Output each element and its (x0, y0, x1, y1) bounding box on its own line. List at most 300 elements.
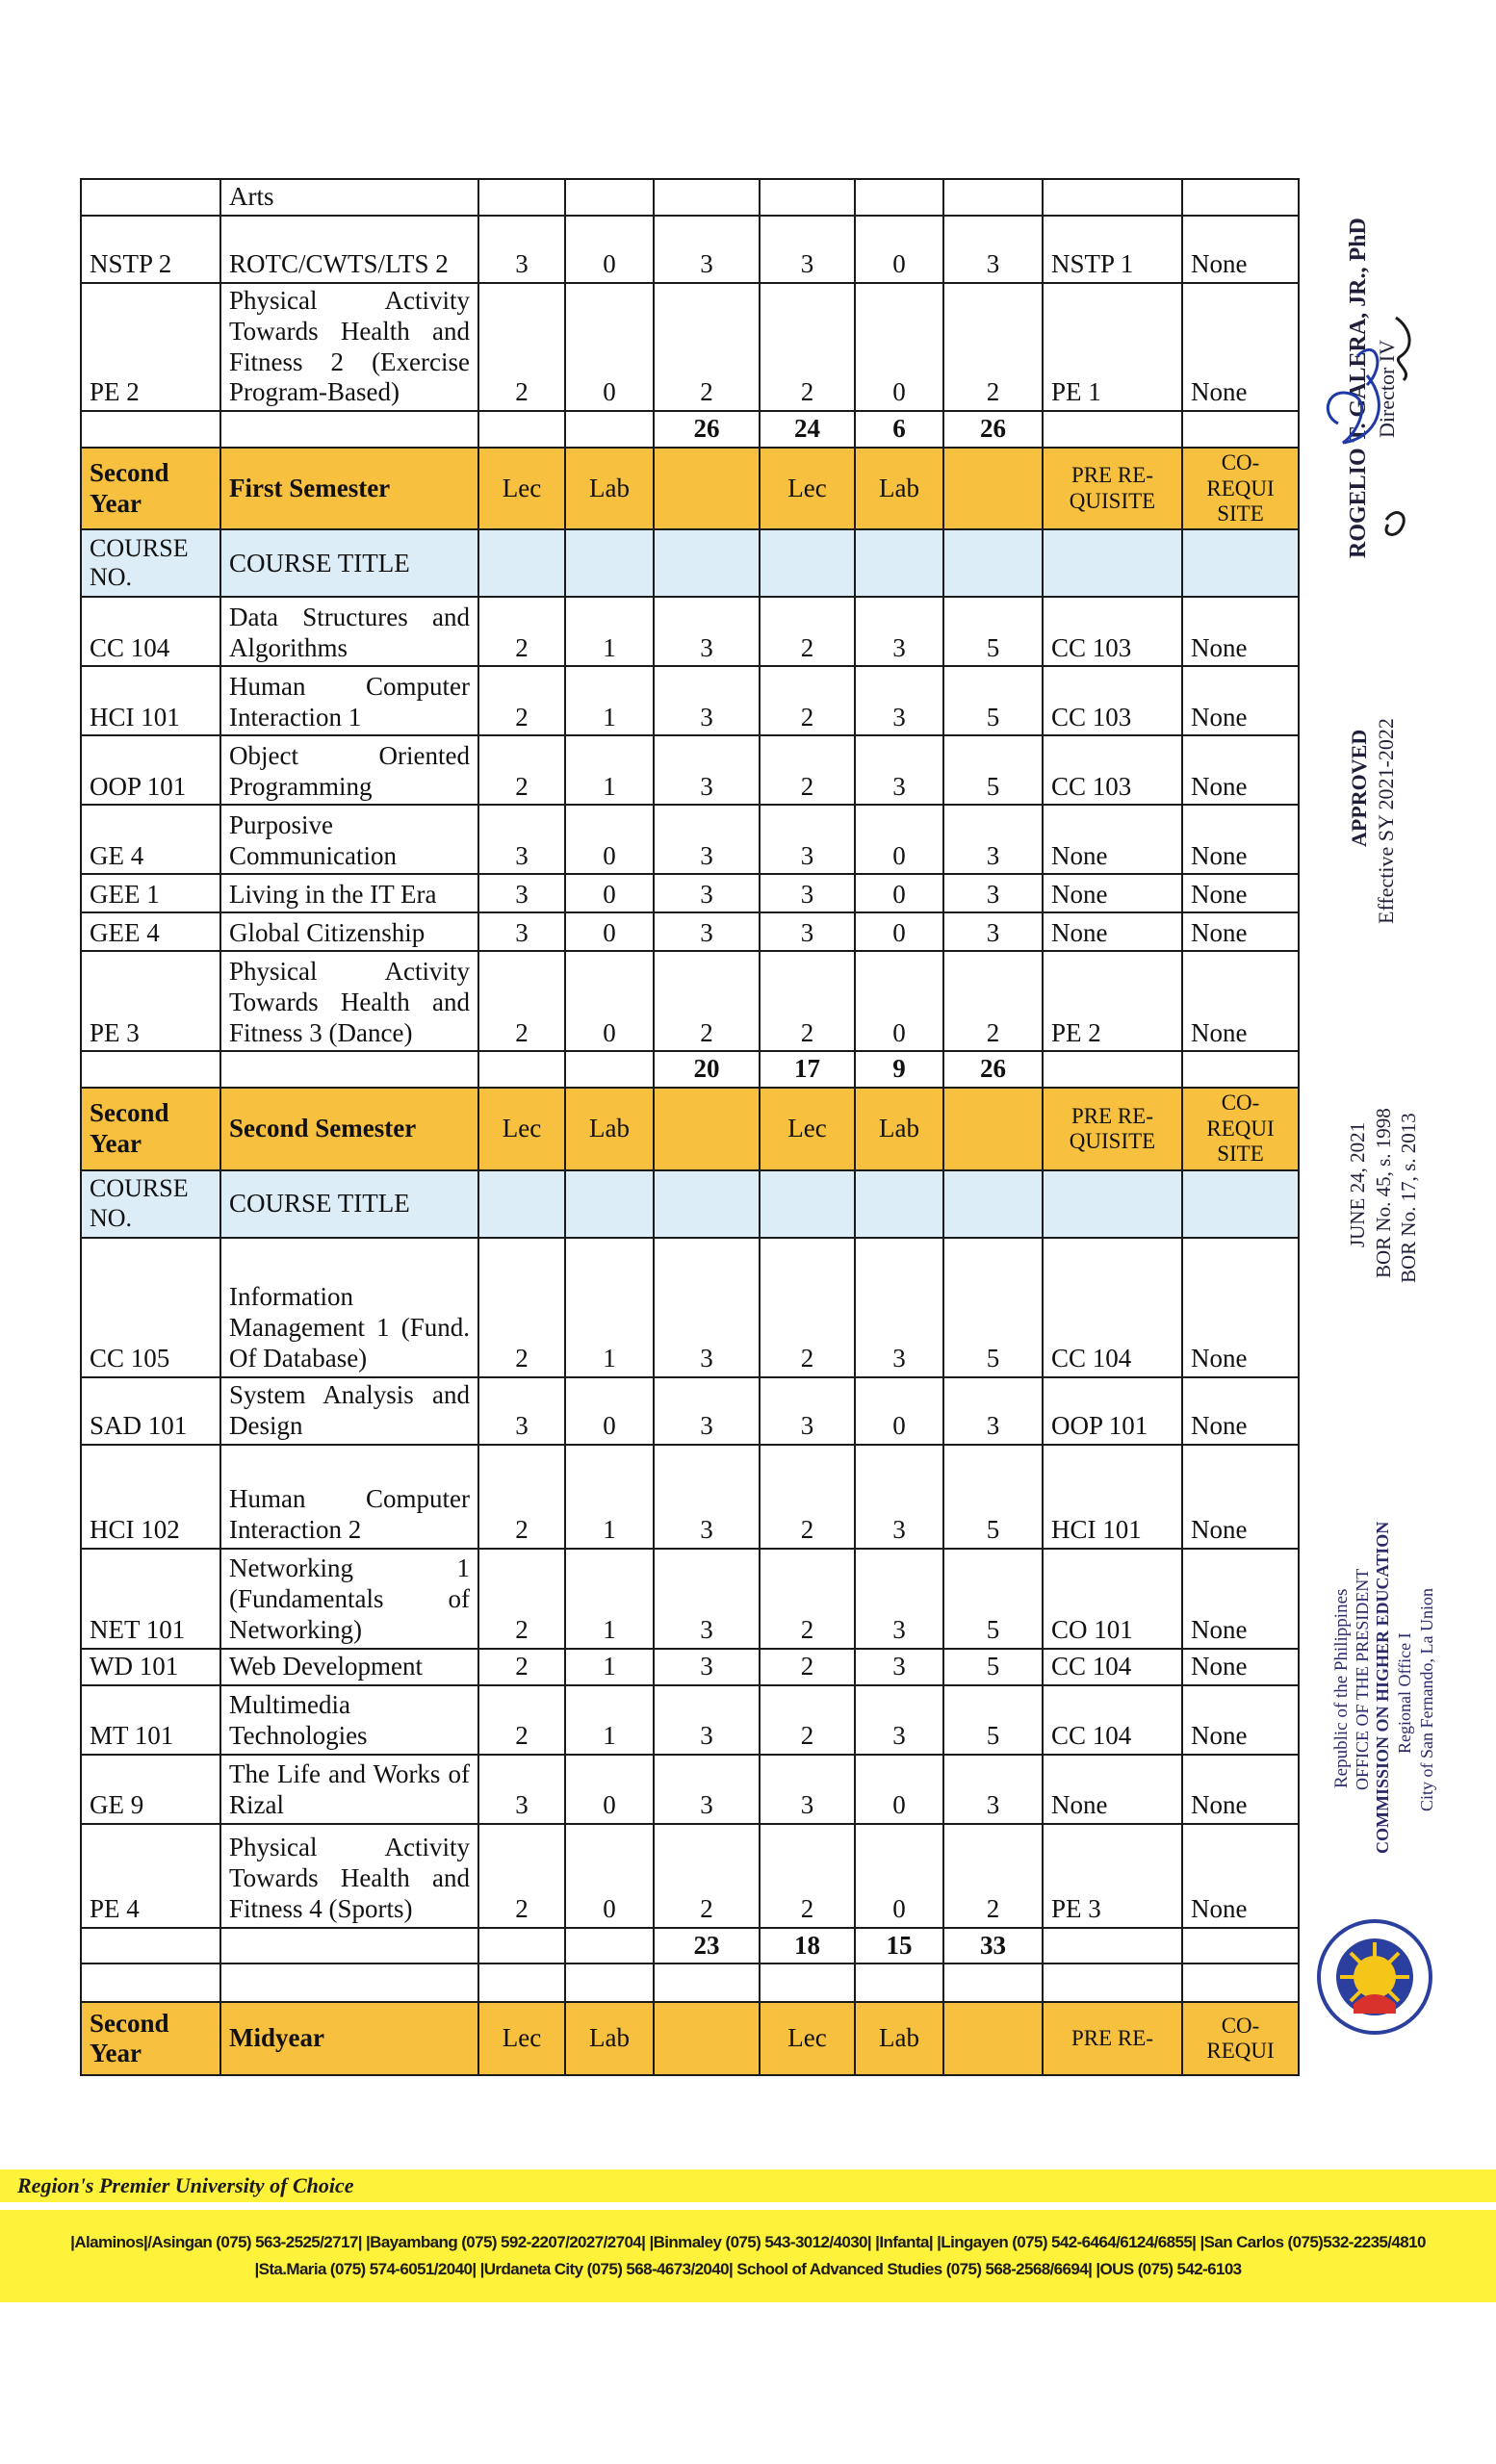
lec-hours: 2 (760, 666, 855, 735)
course-no: OOP 101 (81, 735, 220, 805)
empty-cell (565, 1051, 654, 1088)
lec-hours: 2 (760, 1824, 855, 1928)
empty-cell (478, 529, 565, 597)
course-no: GEE 1 (81, 874, 220, 912)
empty-cell (478, 1964, 565, 2002)
footer-contacts (0, 2210, 1496, 2302)
units: 2 (654, 283, 760, 411)
course-title: Living in the IT Era (220, 874, 478, 912)
empty-cell (478, 411, 565, 448)
regional-line: Regional Office I (1395, 1632, 1414, 1754)
total-hours: 5 (943, 666, 1043, 735)
office-line: OFFICE OF THE PRESIDENT (1353, 1568, 1372, 1790)
units: 3 (654, 1445, 760, 1549)
lab-hours: 0 (855, 283, 943, 411)
units: 3 (654, 666, 760, 735)
lab-units: 1 (565, 666, 654, 735)
empty-cell (654, 1964, 760, 2002)
empty-cell (565, 1964, 654, 2002)
lab-hours: 0 (855, 1377, 943, 1445)
bor-1998: BOR No. 45, s. 1998 (1372, 1108, 1395, 1278)
lab-units: 1 (565, 597, 654, 666)
lab-units: 0 (565, 805, 654, 874)
republic-line: Republic of the Philippines (1331, 1588, 1352, 1788)
course-title-header: COURSE TITLE (220, 1170, 478, 1238)
units: 3 (654, 216, 760, 283)
lab-hours: 0 (855, 216, 943, 283)
prerequisite: None (1043, 805, 1182, 874)
total-hours: 5 (943, 1549, 1043, 1649)
lab-units: 0 (565, 1824, 654, 1928)
course-title: Purposive Communication (220, 805, 478, 874)
lec-units: 3 (478, 216, 565, 283)
course-row (81, 666, 1299, 735)
course-row (81, 805, 1299, 874)
empty-cell (220, 1928, 478, 1964)
units: 3 (654, 597, 760, 666)
prerequisite-header: PRE RE- (1043, 2002, 1182, 2075)
course-no: CC 105 (81, 1238, 220, 1377)
total-hours: 5 (943, 597, 1043, 666)
units: 3 (654, 735, 760, 805)
lab-units: 1 (565, 1685, 654, 1755)
total-value: 18 (760, 1928, 855, 1964)
units: 3 (654, 1549, 760, 1649)
total-hours: 5 (943, 1649, 1043, 1685)
course-title: Physical Activity Towards Health and Fitness 4 (Sports) (220, 1824, 478, 1928)
total-value: 26 (654, 411, 760, 448)
prerequisite: CC 103 (1043, 666, 1182, 735)
empty-cell (943, 529, 1043, 597)
course-no: HCI 101 (81, 666, 220, 735)
prerequisite: CC 103 (1043, 597, 1182, 666)
lab-units: 0 (565, 1755, 654, 1824)
corequisite: None (1182, 1685, 1299, 1755)
lab-hours: 3 (855, 1549, 943, 1649)
course-title: Object Oriented Programming (220, 735, 478, 805)
empty-cell (654, 1170, 760, 1238)
course-no: PE 4 (81, 1824, 220, 1928)
empty-cell (1043, 1170, 1182, 1238)
total-value: 20 (654, 1051, 760, 1088)
corequisite: None (1182, 805, 1299, 874)
course-title-header: COURSE TITLE (220, 529, 478, 597)
director-title: Director IV (1375, 339, 1399, 438)
lec-header: Lec (478, 448, 565, 529)
course-no (81, 179, 220, 216)
total-hours: 2 (943, 951, 1043, 1051)
total-hours (943, 179, 1043, 216)
units: 3 (654, 912, 760, 951)
course-title: Global Citizenship (220, 912, 478, 951)
year-label: Second Year (81, 1088, 220, 1169)
approval-date: JUNE 24, 2021 (1346, 1121, 1369, 1247)
lab-hours: 0 (855, 951, 943, 1051)
total-value: 9 (855, 1051, 943, 1088)
units: 3 (654, 805, 760, 874)
corequisite: None (1182, 666, 1299, 735)
empty-cell (855, 1964, 943, 2002)
footer-motto-band (0, 2169, 1496, 2202)
lec-units: 2 (478, 283, 565, 411)
lec-hours: 2 (760, 1649, 855, 1685)
lec-units: 3 (478, 1377, 565, 1445)
course-row (81, 1377, 1299, 1445)
course-no: NET 101 (81, 1549, 220, 1649)
empty-cell (943, 1964, 1043, 2002)
corequisite: None (1182, 1238, 1299, 1377)
corequisite: None (1182, 1755, 1299, 1824)
corequisite: None (1182, 283, 1299, 411)
lec-units: 3 (478, 1755, 565, 1824)
course-no: GE 9 (81, 1755, 220, 1824)
lec-units: 3 (478, 805, 565, 874)
course-no: CC 104 (81, 597, 220, 666)
empty-cell (1043, 529, 1182, 597)
corequisite: None (1182, 216, 1299, 283)
course-title: Multimedia Technologies (220, 1685, 478, 1755)
course-row (81, 1238, 1299, 1377)
curriculum-table (80, 178, 1300, 2076)
total-hours: 3 (943, 874, 1043, 912)
prerequisite: None (1043, 1755, 1182, 1824)
course-no: WD 101 (81, 1649, 220, 1685)
corequisite: None (1182, 912, 1299, 951)
lab-header: Lab (565, 1088, 654, 1169)
empty-cell (1182, 1928, 1299, 1964)
corequisite: None (1182, 1549, 1299, 1649)
empty-cell (654, 448, 760, 529)
effective-sy: Effective SY 2021-2022 (1374, 718, 1398, 924)
lec-units: 2 (478, 1445, 565, 1549)
empty-cell (855, 529, 943, 597)
total-value: 23 (654, 1928, 760, 1964)
lab-hours: 0 (855, 1824, 943, 1928)
prerequisite: PE 1 (1043, 283, 1182, 411)
units: 3 (654, 1755, 760, 1824)
lab-units (565, 179, 654, 216)
empty-cell (1043, 1928, 1182, 1964)
empty-cell (760, 1964, 855, 2002)
lec-hours: 3 (760, 1755, 855, 1824)
units: 3 (654, 874, 760, 912)
corequisite: None (1182, 1445, 1299, 1549)
course-row (81, 1649, 1299, 1685)
prerequisite: HCI 101 (1043, 1445, 1182, 1549)
empty-cell (760, 529, 855, 597)
prerequisite: OOP 101 (1043, 1377, 1182, 1445)
lab-units: 1 (565, 1649, 654, 1685)
lec-hours: 2 (760, 1445, 855, 1549)
course-row (81, 951, 1299, 1051)
total-hours: 2 (943, 283, 1043, 411)
course-no: GE 4 (81, 805, 220, 874)
course-title: Networking 1 (Fundamentals of Networking) (220, 1549, 478, 1649)
lab-hours (855, 179, 943, 216)
semester-label: Second Semester (220, 1088, 478, 1169)
course-row (81, 1549, 1299, 1649)
corequisite (1182, 179, 1299, 216)
course-row (81, 1685, 1299, 1755)
lab-hours: 3 (855, 1685, 943, 1755)
empty-cell (81, 411, 220, 448)
lec-header: Lec (478, 2002, 565, 2075)
lec-hours: 2 (760, 1549, 855, 1649)
lab-header: Lab (855, 448, 943, 529)
units: 3 (654, 1377, 760, 1445)
empty-cell (1043, 411, 1182, 448)
lec-units (478, 179, 565, 216)
director-signature (1300, 298, 1425, 558)
empty-cell (1043, 1964, 1182, 2002)
empty-cell (943, 448, 1043, 529)
corequisite: None (1182, 1649, 1299, 1685)
empty-cell (654, 2002, 760, 2075)
lec-units: 3 (478, 874, 565, 912)
total-value: 26 (943, 1051, 1043, 1088)
total-hours: 5 (943, 1685, 1043, 1755)
lec-units: 2 (478, 1824, 565, 1928)
prerequisite: NSTP 1 (1043, 216, 1182, 283)
course-row (81, 1445, 1299, 1549)
bor-2013: BOR No. 17, s. 2013 (1397, 1113, 1420, 1283)
lec-units: 2 (478, 735, 565, 805)
course-row (81, 1824, 1299, 1928)
course-title: Web Development (220, 1649, 478, 1685)
empty-cell (478, 1051, 565, 1088)
empty-cell (565, 1928, 654, 1964)
lab-units: 0 (565, 1377, 654, 1445)
total-hours: 3 (943, 1755, 1043, 1824)
total-hours: 3 (943, 912, 1043, 951)
lab-hours: 3 (855, 1649, 943, 1685)
total-row (81, 411, 1299, 448)
empty-cell (855, 1170, 943, 1238)
lab-units: 1 (565, 1445, 654, 1549)
course-row (81, 597, 1299, 666)
year-header-row (81, 2002, 1299, 2075)
lec-header: Lec (760, 1088, 855, 1169)
total-row (81, 1051, 1299, 1088)
lab-units: 0 (565, 216, 654, 283)
total-hours: 2 (943, 1824, 1043, 1928)
empty-cell (81, 1964, 220, 2002)
corequisite-header: CO-REQUI SITE (1182, 1088, 1299, 1169)
course-no: HCI 102 (81, 1445, 220, 1549)
units: 3 (654, 1685, 760, 1755)
lab-units: 1 (565, 735, 654, 805)
column-header-row (81, 1170, 1299, 1238)
course-title: The Life and Works of Rizal (220, 1755, 478, 1824)
corequisite: None (1182, 1377, 1299, 1445)
approved-label: APPROVED (1347, 729, 1371, 847)
lec-units: 2 (478, 597, 565, 666)
empty-cell (1182, 1051, 1299, 1088)
empty-cell (81, 1051, 220, 1088)
units: 2 (654, 951, 760, 1051)
lec-hours: 3 (760, 216, 855, 283)
lec-hours (760, 179, 855, 216)
commission-line: COMMISSION ON HIGHER EDUCATION (1373, 1521, 1392, 1854)
course-row (81, 283, 1299, 411)
course-no: NSTP 2 (81, 216, 220, 283)
lab-hours: 3 (855, 1238, 943, 1377)
lec-units: 2 (478, 1238, 565, 1377)
empty-cell (1182, 529, 1299, 597)
corequisite: None (1182, 735, 1299, 805)
prerequisite: PE 3 (1043, 1824, 1182, 1928)
total-hours: 5 (943, 1445, 1043, 1549)
empty-cell (654, 1088, 760, 1169)
lec-units: 2 (478, 951, 565, 1051)
footer-motto: Region's Premier University of Choice (17, 2173, 354, 2197)
empty-cell (81, 1928, 220, 1964)
lab-hours: 0 (855, 1755, 943, 1824)
lec-units: 2 (478, 1649, 565, 1685)
prerequisite: CO 101 (1043, 1549, 1182, 1649)
lab-units: 0 (565, 912, 654, 951)
ched-seal-icon (1315, 1917, 1434, 2037)
course-title: Data Structures and Algorithms (220, 597, 478, 666)
total-value: 15 (855, 1928, 943, 1964)
column-header-row (81, 529, 1299, 597)
year-header-row (81, 448, 1299, 529)
total-value: 6 (855, 411, 943, 448)
lec-hours: 3 (760, 912, 855, 951)
course-row (81, 179, 1299, 216)
empty-cell (565, 1170, 654, 1238)
course-no-header: COURSE NO. (81, 529, 220, 597)
empty-cell (943, 2002, 1043, 2075)
total-value: 17 (760, 1051, 855, 1088)
total-hours: 3 (943, 216, 1043, 283)
empty-cell (220, 1051, 478, 1088)
prerequisite: CC 104 (1043, 1649, 1182, 1685)
lab-header: Lab (855, 2002, 943, 2075)
empty-cell (220, 1964, 478, 2002)
empty-cell (943, 1170, 1043, 1238)
total-value: 33 (943, 1928, 1043, 1964)
empty-cell (1182, 1170, 1299, 1238)
lec-header: Lec (760, 448, 855, 529)
empty-cell (1182, 411, 1299, 448)
empty-cell (1182, 1964, 1299, 2002)
city-line: City of San Fernando, La Union (1417, 1588, 1436, 1811)
prerequisite: CC 104 (1043, 1685, 1182, 1755)
lec-hours: 3 (760, 805, 855, 874)
year-header-row (81, 1088, 1299, 1169)
empty-cell (943, 1088, 1043, 1169)
course-title: Human Computer Interaction 2 (220, 1445, 478, 1549)
lec-units: 2 (478, 1549, 565, 1649)
lec-hours: 2 (760, 597, 855, 666)
prerequisite: CC 104 (1043, 1238, 1182, 1377)
empty-cell (565, 529, 654, 597)
corequisite: None (1182, 951, 1299, 1051)
lab-units: 0 (565, 874, 654, 912)
lab-units: 0 (565, 951, 654, 1051)
lec-hours: 3 (760, 1377, 855, 1445)
course-no: PE 2 (81, 283, 220, 411)
total-hours: 3 (943, 1377, 1043, 1445)
total-row (81, 1928, 1299, 1964)
lec-hours: 2 (760, 1685, 855, 1755)
total-value: 24 (760, 411, 855, 448)
lab-hours: 3 (855, 597, 943, 666)
lab-hours: 0 (855, 805, 943, 874)
units (654, 179, 760, 216)
lec-units: 2 (478, 1685, 565, 1755)
units: 3 (654, 1649, 760, 1685)
corequisite-header: CO-REQUI SITE (1182, 448, 1299, 529)
empty-cell (760, 1170, 855, 1238)
blank-row (81, 1964, 1299, 2002)
course-no: GEE 4 (81, 912, 220, 951)
total-hours: 5 (943, 735, 1043, 805)
course-no: MT 101 (81, 1685, 220, 1755)
prerequisite: CC 103 (1043, 735, 1182, 805)
lec-units: 2 (478, 666, 565, 735)
lec-hours: 2 (760, 951, 855, 1051)
course-title: Human Computer Interaction 1 (220, 666, 478, 735)
lab-hours: 3 (855, 666, 943, 735)
course-title: Arts (220, 179, 478, 216)
total-hours: 5 (943, 1238, 1043, 1377)
lab-hours: 3 (855, 735, 943, 805)
course-row (81, 874, 1299, 912)
lab-hours: 3 (855, 1445, 943, 1549)
lec-header: Lec (478, 1088, 565, 1169)
lec-hours: 2 (760, 735, 855, 805)
lec-hours: 2 (760, 1238, 855, 1377)
course-row (81, 735, 1299, 805)
lab-header: Lab (565, 2002, 654, 2075)
prerequisite: None (1043, 874, 1182, 912)
director-name: ROGELIO T. GALERA, JR., PhD (1346, 218, 1371, 558)
course-title: Physical Activity Towards Health and Fitness 2 (Exercise Program-Based) (220, 283, 478, 411)
prerequisite (1043, 179, 1182, 216)
lab-units: 0 (565, 283, 654, 411)
units: 3 (654, 1238, 760, 1377)
semester-label: First Semester (220, 448, 478, 529)
prerequisite-header: PRE RE-QUISITE (1043, 1088, 1182, 1169)
empty-cell (1043, 1051, 1182, 1088)
empty-cell (478, 1928, 565, 1964)
year-label: Second Year (81, 448, 220, 529)
semester-label: Midyear (220, 2002, 478, 2075)
lab-header: Lab (855, 1088, 943, 1169)
lab-hours: 0 (855, 874, 943, 912)
total-hours: 3 (943, 805, 1043, 874)
empty-cell (220, 411, 478, 448)
course-no: PE 3 (81, 951, 220, 1051)
corequisite: None (1182, 1824, 1299, 1928)
lab-header: Lab (565, 448, 654, 529)
lab-hours: 0 (855, 912, 943, 951)
course-title: Information Management 1 (Fund. Of Database) (220, 1238, 478, 1377)
course-title: ROTC/CWTS/LTS 2 (220, 216, 478, 283)
course-row (81, 216, 1299, 283)
lab-units: 1 (565, 1238, 654, 1377)
units: 2 (654, 1824, 760, 1928)
empty-cell (654, 529, 760, 597)
course-row (81, 1755, 1299, 1824)
prerequisite: PE 2 (1043, 951, 1182, 1051)
course-title: Physical Activity Towards Health and Fitness 3 (Dance) (220, 951, 478, 1051)
lec-hours: 2 (760, 283, 855, 411)
empty-cell (565, 411, 654, 448)
corequisite: None (1182, 597, 1299, 666)
